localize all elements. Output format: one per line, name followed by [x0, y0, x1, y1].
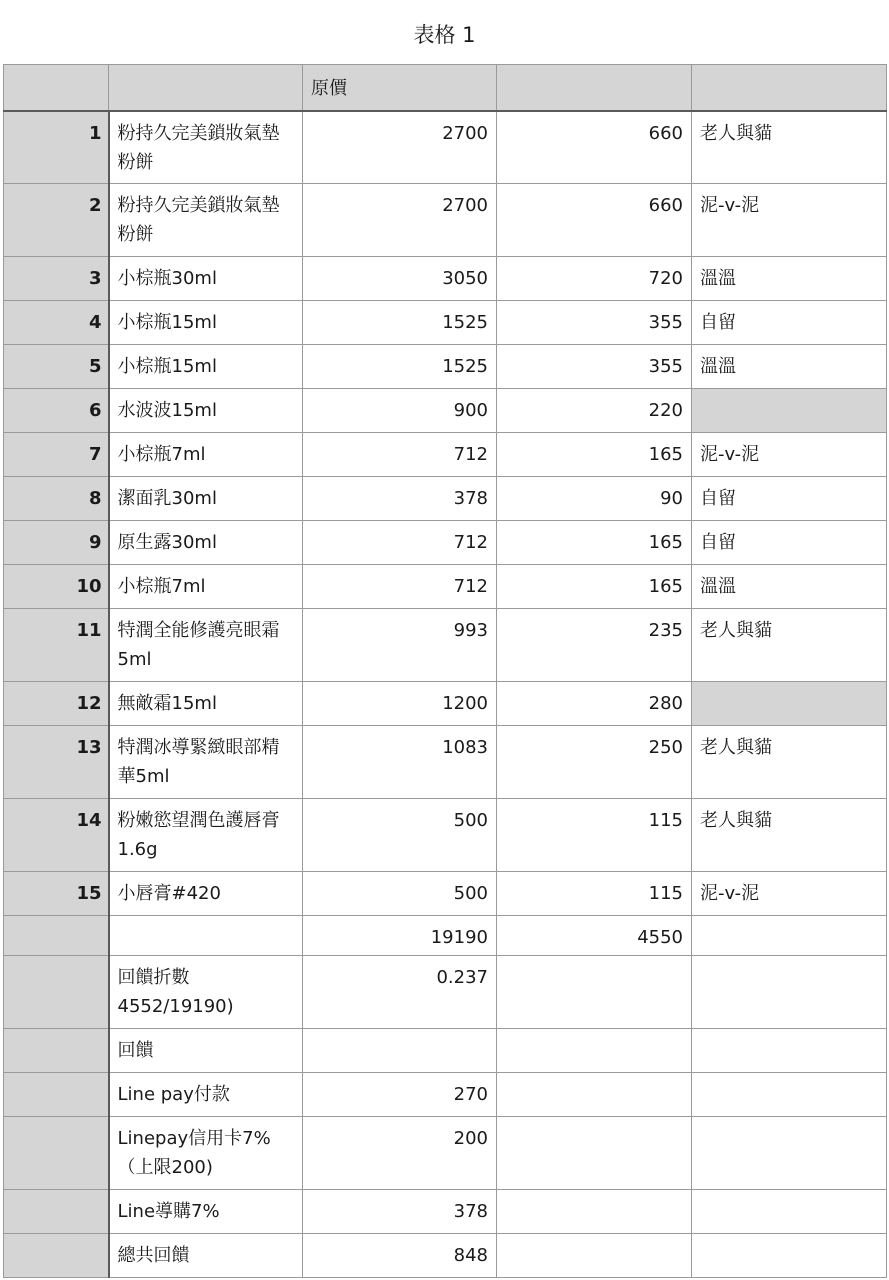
cost-cell[interactable]: 165: [497, 565, 692, 609]
price-cell[interactable]: 2700: [303, 111, 497, 184]
row-number[interactable]: 11: [4, 609, 109, 682]
summary-value-cell[interactable]: 200: [303, 1117, 497, 1190]
buyer-cell[interactable]: [692, 682, 887, 726]
buyer-cell[interactable]: 溫溫: [692, 565, 887, 609]
price-cell[interactable]: 1200: [303, 682, 497, 726]
item-name-cell[interactable]: 粉持久完美鎖妝氣墊粉餅: [109, 184, 303, 257]
sheet-title: 表格 1: [413, 23, 476, 47]
row-number[interactable]: 3: [4, 257, 109, 301]
row-number[interactable]: 4: [4, 301, 109, 345]
row-number[interactable]: 1: [4, 111, 109, 184]
totals-row: [4, 916, 887, 956]
empty-cell[interactable]: [692, 1234, 887, 1278]
summary-value-cell[interactable]: [303, 1029, 497, 1073]
table-row: [4, 111, 887, 184]
empty-cell[interactable]: [692, 1073, 887, 1117]
row-number[interactable]: 6: [4, 389, 109, 433]
item-name-cell[interactable]: 原生露30ml: [109, 521, 303, 565]
row-number[interactable]: 12: [4, 682, 109, 726]
buyer-cell[interactable]: 溫溫: [692, 257, 887, 301]
cost-cell[interactable]: 355: [497, 345, 692, 389]
buyer-cell[interactable]: 老人與貓: [692, 726, 887, 799]
table-row: [4, 257, 887, 301]
price-cell[interactable]: 1525: [303, 301, 497, 345]
row-number[interactable]: [4, 1117, 109, 1190]
row-number[interactable]: [4, 956, 109, 1029]
item-name-cell[interactable]: [109, 916, 303, 956]
row-number[interactable]: [4, 1029, 109, 1073]
header-cell[interactable]: 原價: [303, 65, 497, 111]
header-row: [4, 65, 887, 111]
item-name-cell[interactable]: 小棕瓶7ml: [109, 565, 303, 609]
table-row: [4, 477, 887, 521]
summary-label-cell[interactable]: Line pay付款: [109, 1073, 303, 1117]
empty-cell[interactable]: [692, 1117, 887, 1190]
table-row: [4, 521, 887, 565]
cost-cell[interactable]: 660: [497, 184, 692, 257]
summary-label-cell[interactable]: Linepay信用卡7%（上限200): [109, 1117, 303, 1190]
price-cell[interactable]: 1083: [303, 726, 497, 799]
item-name-cell[interactable]: 粉嫩慾望潤色護唇膏1.6g: [109, 799, 303, 872]
summary-row: [4, 1234, 887, 1278]
summary-row: [4, 1117, 887, 1190]
table-row: [4, 799, 887, 872]
price-cell[interactable]: 712: [303, 433, 497, 477]
summary-value-cell[interactable]: 848: [303, 1234, 497, 1278]
row-number[interactable]: 7: [4, 433, 109, 477]
price-cell[interactable]: 712: [303, 521, 497, 565]
price-cell[interactable]: 712: [303, 565, 497, 609]
table-row: [4, 682, 887, 726]
table-row: [4, 609, 887, 682]
empty-cell[interactable]: [497, 1234, 692, 1278]
row-number[interactable]: [4, 1073, 109, 1117]
table-row: [4, 301, 887, 345]
buyer-cell[interactable]: 泥-v-泥: [692, 184, 887, 257]
buyer-cell[interactable]: 自留: [692, 477, 887, 521]
table-row: [4, 184, 887, 257]
row-number[interactable]: 9: [4, 521, 109, 565]
total-price-cell[interactable]: 19190: [303, 916, 497, 956]
summary-row: [4, 1190, 887, 1234]
table-row: [4, 726, 887, 799]
buyer-cell[interactable]: 溫溫: [692, 345, 887, 389]
summary-value-cell[interactable]: 0.237: [303, 956, 497, 1029]
summary-label-cell[interactable]: 總共回饋: [109, 1234, 303, 1278]
buyer-cell[interactable]: 泥-v-泥: [692, 433, 887, 477]
summary-value-cell[interactable]: 270: [303, 1073, 497, 1117]
item-name-cell[interactable]: 小棕瓶15ml: [109, 345, 303, 389]
item-name-cell[interactable]: 水波波15ml: [109, 389, 303, 433]
item-name-cell[interactable]: 粉持久完美鎖妝氣墊粉餅: [109, 111, 303, 184]
empty-cell[interactable]: [497, 1073, 692, 1117]
summary-row: [4, 956, 887, 1029]
empty-cell[interactable]: [497, 956, 692, 1029]
buyer-cell[interactable]: [692, 916, 887, 956]
summary-label-cell[interactable]: 回饋: [109, 1029, 303, 1073]
empty-cell[interactable]: [692, 1190, 887, 1234]
cost-cell[interactable]: 165: [497, 521, 692, 565]
empty-cell[interactable]: [497, 1190, 692, 1234]
buyer-cell[interactable]: 自留: [692, 301, 887, 345]
buyer-cell[interactable]: 老人與貓: [692, 799, 887, 872]
header-cell[interactable]: [497, 65, 692, 111]
cost-cell[interactable]: 660: [497, 111, 692, 184]
row-number[interactable]: 5: [4, 345, 109, 389]
row-number[interactable]: [4, 916, 109, 956]
data-table: [3, 64, 887, 1278]
buyer-cell[interactable]: [692, 389, 887, 433]
row-number[interactable]: 2: [4, 184, 109, 257]
item-name-cell[interactable]: 特潤全能修護亮眼霜5ml: [109, 609, 303, 682]
item-name-cell[interactable]: 小棕瓶30ml: [109, 257, 303, 301]
cost-cell[interactable]: 280: [497, 682, 692, 726]
cost-cell[interactable]: 115: [497, 799, 692, 872]
row-number[interactable]: 10: [4, 565, 109, 609]
price-cell[interactable]: 1525: [303, 345, 497, 389]
cost-cell[interactable]: 115: [497, 872, 692, 916]
price-cell[interactable]: 993: [303, 609, 497, 682]
item-name-cell[interactable]: 小棕瓶15ml: [109, 301, 303, 345]
item-name-cell[interactable]: 無敵霜15ml: [109, 682, 303, 726]
empty-cell[interactable]: [692, 1029, 887, 1073]
cost-cell[interactable]: 90: [497, 477, 692, 521]
row-number[interactable]: 13: [4, 726, 109, 799]
cost-cell[interactable]: 220: [497, 389, 692, 433]
buyer-cell[interactable]: 自留: [692, 521, 887, 565]
price-cell[interactable]: 500: [303, 799, 497, 872]
cost-cell[interactable]: 355: [497, 301, 692, 345]
cost-cell[interactable]: 720: [497, 257, 692, 301]
empty-cell[interactable]: [692, 956, 887, 1029]
summary-row: [4, 1073, 887, 1117]
price-cell[interactable]: 900: [303, 389, 497, 433]
summary-label-cell[interactable]: 回饋折數4552/19190): [109, 956, 303, 1029]
table-row: [4, 872, 887, 916]
row-number[interactable]: 14: [4, 799, 109, 872]
summary-label-cell[interactable]: Line導購7%: [109, 1190, 303, 1234]
price-cell[interactable]: 2700: [303, 184, 497, 257]
header-cell[interactable]: [4, 65, 109, 111]
item-name-cell[interactable]: 潔面乳30ml: [109, 477, 303, 521]
item-name-cell[interactable]: 小唇膏#420: [109, 872, 303, 916]
header-cell[interactable]: [109, 65, 303, 111]
table-row: [4, 433, 887, 477]
empty-cell[interactable]: [497, 1117, 692, 1190]
cost-cell[interactable]: 235: [497, 609, 692, 682]
row-number[interactable]: 8: [4, 477, 109, 521]
table-row: [4, 345, 887, 389]
buyer-cell[interactable]: 泥-v-泥: [692, 872, 887, 916]
cost-cell[interactable]: 165: [497, 433, 692, 477]
row-number[interactable]: [4, 1190, 109, 1234]
header-cell[interactable]: [692, 65, 887, 111]
empty-cell[interactable]: [497, 1029, 692, 1073]
table-row: [4, 389, 887, 433]
row-number[interactable]: 15: [4, 872, 109, 916]
summary-value-cell[interactable]: 378: [303, 1190, 497, 1234]
price-cell[interactable]: 3050: [303, 257, 497, 301]
row-number[interactable]: [4, 1234, 109, 1278]
total-cost-cell[interactable]: 4550: [497, 916, 692, 956]
price-cell[interactable]: 500: [303, 872, 497, 916]
cost-cell[interactable]: 250: [497, 726, 692, 799]
price-cell[interactable]: 378: [303, 477, 497, 521]
buyer-cell[interactable]: 老人與貓: [692, 111, 887, 184]
buyer-cell[interactable]: 老人與貓: [692, 609, 887, 682]
item-name-cell[interactable]: 特潤冰導緊緻眼部精華5ml: [109, 726, 303, 799]
summary-row: [4, 1029, 887, 1073]
table-row: [4, 565, 887, 609]
item-name-cell[interactable]: 小棕瓶7ml: [109, 433, 303, 477]
